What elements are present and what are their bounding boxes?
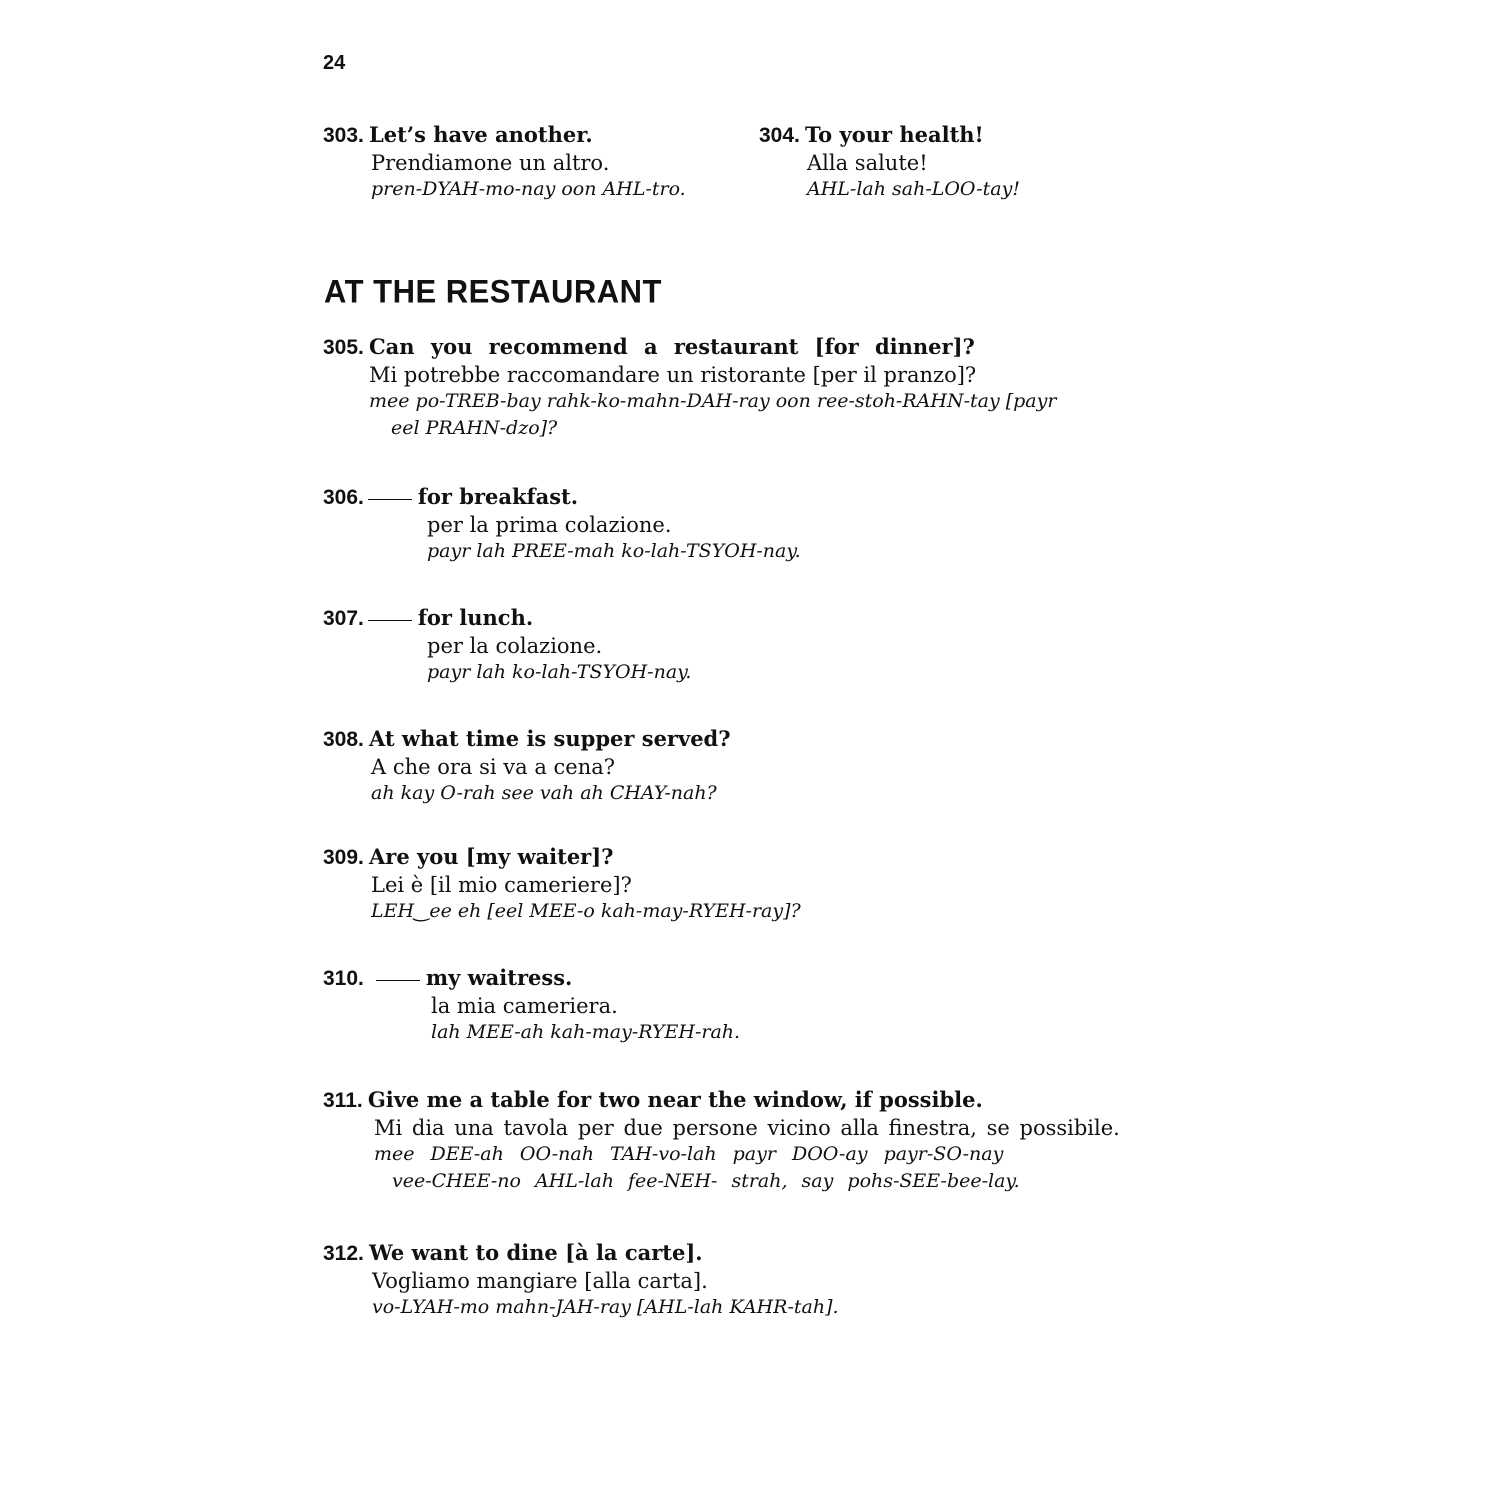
entry-number: 305. xyxy=(323,336,364,359)
phrase-entry-307 xyxy=(323,605,691,686)
pronunciation: mee po-TREB-bay rahk-ko-mahn-DAH-ray oon ree-stoh-RAHN-tay [payr xyxy=(369,390,1057,412)
english-phrase: We want to dine [à la carte]. xyxy=(368,1240,703,1265)
english-phrase: To your health! xyxy=(804,122,984,147)
phrase-entry-308 xyxy=(323,726,731,807)
italian-phrase: Alla salute! xyxy=(807,151,928,175)
entry-number: 307. xyxy=(323,607,364,630)
pronunciation-continued: vee-CHEE-no AHL-lah fee-NEH- strah, say pohs-SEE-bee-lay. xyxy=(392,1170,1020,1192)
entry-number: 304. xyxy=(759,124,800,147)
english-phrase: for breakfast. xyxy=(417,484,579,509)
italian-phrase: Mi potrebbe raccomandare un ristorante [per il pranzo]? xyxy=(369,363,977,387)
english-phrase: Are you [my waiter]? xyxy=(368,844,614,869)
phrase-entry-312 xyxy=(323,1240,839,1321)
italian-phrase: per la colazione. xyxy=(427,634,603,658)
section-heading: AT THE RESTAURANT xyxy=(324,273,662,310)
entry-number: 303. xyxy=(323,124,364,147)
phrase-entry-306 xyxy=(323,484,801,565)
pronunciation: payr lah ko-lah-TSYOH-nay. xyxy=(427,661,692,683)
phrase-entry-305 xyxy=(323,334,1113,442)
entry-number: 306. xyxy=(323,486,364,509)
entry-number: 310. xyxy=(323,967,364,990)
phrase-entry-309 xyxy=(323,844,801,925)
pronunciation: mee DEE-ah OO-nah TAH-vo-lah payr DOO-ay payr-SO-nay xyxy=(374,1143,1004,1165)
ditto-dash xyxy=(368,620,412,621)
ditto-dash xyxy=(368,499,412,500)
italian-phrase: Prendiamone un altro. xyxy=(371,151,610,175)
english-phrase: for lunch. xyxy=(417,605,534,630)
pronunciation: LEH‿ee eh [eel MEE-o kah-may-RYEH-ray]? xyxy=(371,900,801,922)
italian-phrase: per la prima colazione. xyxy=(427,513,672,537)
english-phrase: my waitress. xyxy=(425,965,573,990)
pronunciation: payr lah PREE-mah ko-lah-TSYOH-nay. xyxy=(427,540,801,562)
entry-number: 308. xyxy=(323,728,364,751)
pronunciation: lah MEE-ah kah-may-RYEH-rah. xyxy=(431,1021,741,1043)
page-number: 24 xyxy=(323,52,346,74)
pronunciation: pren-DYAH-mo-nay oon AHL-tro. xyxy=(371,178,686,200)
italian-phrase: la mia cameriera. xyxy=(431,994,618,1018)
phrase-entry-311 xyxy=(323,1087,1120,1195)
pronunciation: AHL-lah sah-LOO-tay! xyxy=(807,178,1020,200)
english-phrase: Let’s have another. xyxy=(368,122,593,147)
entry-number: 312. xyxy=(323,1242,364,1265)
phrase-entry-304 xyxy=(759,122,1020,203)
phrase-entry-310 xyxy=(323,965,740,1046)
italian-phrase: Mi dia una tavola per due persone vicino alla finestra, se possibile. xyxy=(374,1116,1120,1140)
italian-phrase: Vogliamo mangiare [alla carta]. xyxy=(372,1269,708,1293)
entry-number: 311. xyxy=(323,1089,363,1112)
entry-number: 309. xyxy=(323,846,364,869)
ditto-dash xyxy=(376,980,420,981)
english-phrase: At what time is supper served? xyxy=(368,726,731,751)
pronunciation: ah kay O-rah see vah ah CHAY-nah? xyxy=(371,782,717,804)
pronunciation: vo-LYAH-mo mahn-JAH-ray [AHL-lah KAHR-tah]. xyxy=(372,1296,839,1318)
english-phrase: Can you recommend a restaurant [for dinner]? xyxy=(368,334,975,359)
italian-phrase: A che ora si va a cena? xyxy=(371,755,616,779)
phrase-entry-303 xyxy=(323,122,686,203)
italian-phrase: Lei è [il mio cameriere]? xyxy=(371,873,632,897)
english-phrase: Give me a table for two near the window, if possible. xyxy=(367,1087,983,1112)
pronunciation-continued: eel PRAHN-dzo]? xyxy=(391,417,558,439)
